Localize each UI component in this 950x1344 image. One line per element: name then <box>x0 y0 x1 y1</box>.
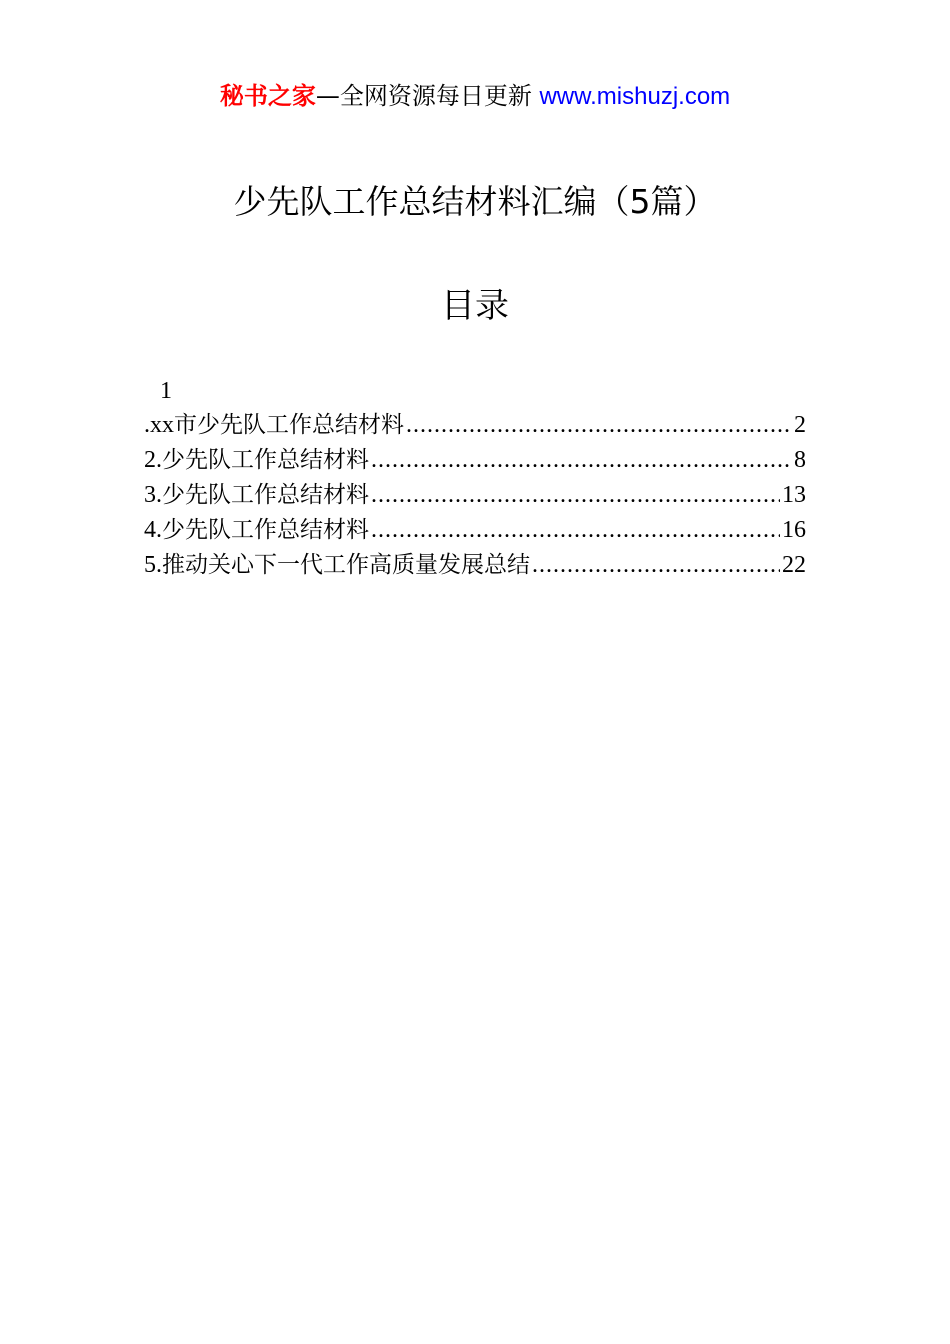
toc-leader-dots <box>371 513 780 548</box>
toc-entry-number: .xx <box>144 412 174 438</box>
site-header <box>0 78 950 115</box>
toc-entry-number: 3. <box>144 482 162 508</box>
toc-entry-number: 4. <box>144 517 162 543</box>
toc-entry-label: 推动关心下一代工作高质量发展总结 <box>162 552 530 578</box>
header-tagline: —全网资源每日更新 <box>315 82 532 110</box>
toc-heading: 目录 <box>441 286 509 326</box>
toc-entry-5[interactable] <box>144 548 806 583</box>
toc-entry-label: 少先队工作总结材料 <box>162 482 369 508</box>
toc-entry-2[interactable] <box>144 443 806 478</box>
brand-name: 秘书之家 <box>219 82 316 110</box>
toc-entry-4[interactable] <box>144 513 806 548</box>
table-of-contents <box>144 408 806 583</box>
toc-entry-page: 16 <box>782 517 806 543</box>
toc-entry-number: 2. <box>144 447 162 473</box>
toc-entry-page: 8 <box>794 447 806 473</box>
toc-entry-page: 13 <box>782 482 806 508</box>
toc-entry-label: 市少先队工作总结材料 <box>174 412 404 438</box>
toc-entry-3[interactable] <box>144 478 806 513</box>
toc-leader-dots <box>371 443 792 478</box>
toc-entry-page: 2 <box>794 412 806 438</box>
toc-leader-dots <box>532 548 780 583</box>
toc-entry-number: 5. <box>144 552 162 578</box>
toc-entry-label: 少先队工作总结材料 <box>162 447 369 473</box>
site-url-link[interactable]: www.mishuzj.com <box>539 83 731 110</box>
toc-first-number: 1 <box>160 378 172 404</box>
toc-entry-page: 22 <box>782 552 806 578</box>
toc-leader-dots <box>371 478 780 513</box>
toc-entry-1[interactable] <box>144 408 806 443</box>
toc-entry-label: 少先队工作总结材料 <box>162 517 369 543</box>
document-title: 少先队工作总结材料汇编（5篇） <box>233 182 717 221</box>
toc-leader-dots <box>406 408 792 443</box>
